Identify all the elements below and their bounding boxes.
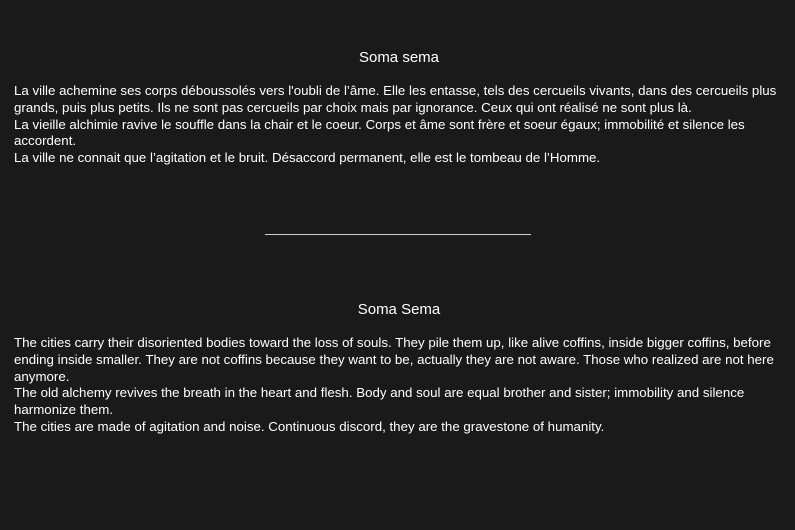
section-divider [265, 234, 531, 235]
english-section [14, 301, 784, 436]
english-poem-text: The cities carry their disoriented bodies toward the loss of souls. They pile them up, like alive coffins, inside bigger coffins, before ending inside smaller. They are not coffins because they want to be, actually they are not aware. Those who realized are not here anymore. The old alchemy revives the breath in the heart and flesh. Body and soul are equal brother and sister; immobility and silence harmonize them. The cities are made of agitation and noise. Continuous discord, they are the gravestone of humanity. [14, 335, 774, 434]
french-poem-text: La ville achemine ses corps déboussolés vers l'oubli de l’âme. Elle les entasse, tels des cercueils vivants, dans des cercueils plus grands, puis plus petits. Ils ne sont pas cercueils par choix mais par ignorance. Ceux qui ont réalisé ne sont plus là. La vieille alchimie ravive le souffle dans la chair et le coeur. Corps et âme sont frère et soeur égaux; immobilité et silence les accordent. La ville ne connait que l’agitation et le bruit. Désaccord permanent, elle est le tombeau de l’Homme. [14, 83, 777, 166]
french-section [14, 49, 784, 167]
french-title: Soma sema [358, 49, 440, 66]
english-title: Soma Sema [357, 301, 441, 318]
